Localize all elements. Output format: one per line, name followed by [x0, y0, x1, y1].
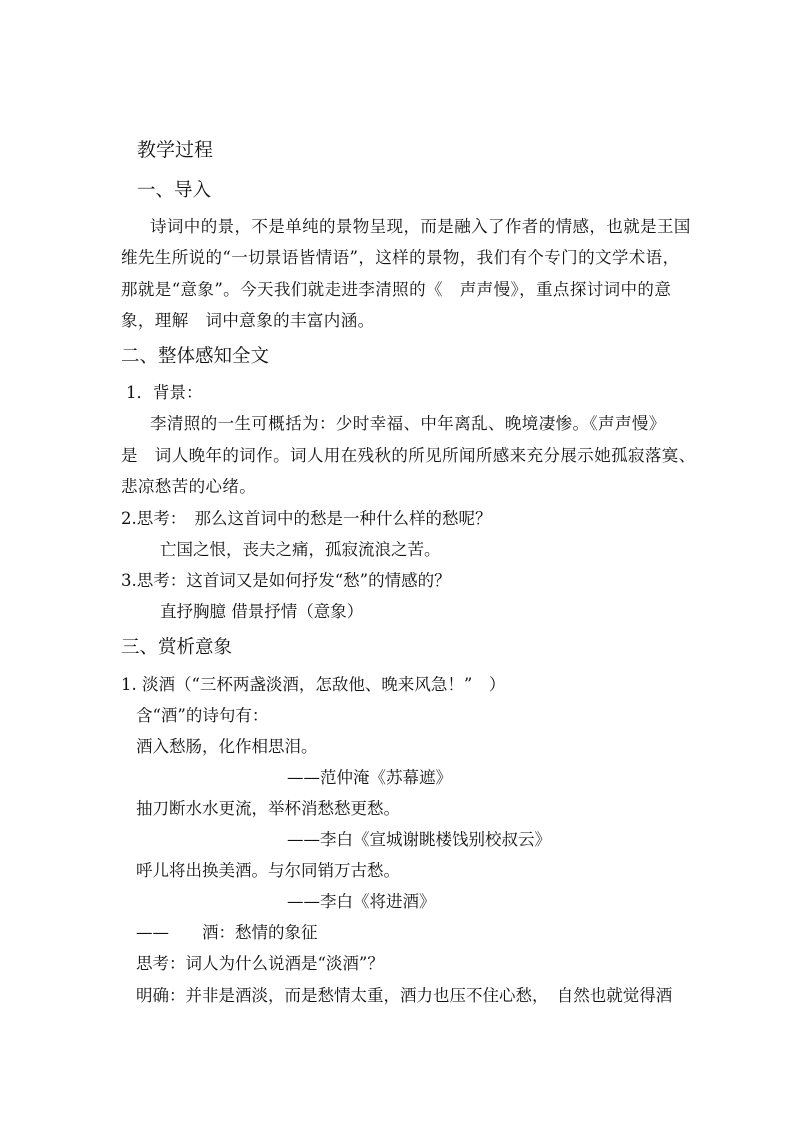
background-paragraph-line: 悲凉愁苦的心绪。 — [121, 477, 257, 496]
section-heading-overview: 二、整体感知全文 — [121, 346, 270, 367]
document-title: 教学过程 — [137, 139, 214, 161]
poem-source: ——范仲淹《苏幕遮》 — [287, 768, 452, 787]
background-paragraph-line: 是 词人晚年的词作。词人用在残秋的所见所闻所感来充分展示她孤寂落寞、 — [121, 446, 696, 465]
poem-line: 呼儿将出换美酒。与尔同销万古愁。 — [136, 861, 400, 880]
poem-line: 酒入愁肠，化作相思泪。 — [136, 737, 318, 756]
background-label: 1．背景： — [126, 383, 203, 402]
intro-paragraph-line: 维先生所说的“一切景语皆情语”，这样的景物，我们有个专门的文学术语， — [121, 248, 680, 267]
answer-2: 亡国之恨，丧夫之痛，孤寂流浪之苦。 — [160, 540, 441, 559]
poem-source: ——李白《将进酒》 — [287, 892, 436, 911]
think-question: 思考：词人为什么说酒是“淡酒”？ — [136, 954, 384, 973]
section-heading-imagery: 三、赏析意象 — [121, 637, 233, 658]
imagery-item-1: 1. 淡酒（“三杯两盏淡酒，怎敌他、晚来风急！” ） — [121, 675, 506, 694]
poem-source: ——李白《宣城谢眺楼饯别校叔云》 — [287, 830, 551, 849]
intro-paragraph-line: 那就是“意象”。今天我们就走进李清照的《 声声慢》，重点探讨词中的意 — [121, 280, 672, 299]
poem-line: 抽刀断水水更流，举杯消愁愁更愁。 — [136, 799, 400, 818]
background-paragraph-line: 李清照的一生可概括为：少时幸福、中年离乱、晚境凄惨。《声声慢》 — [150, 414, 666, 433]
intro-paragraph-line: 诗词中的景，不是单纯的景物呈现，而是融入了作者的情感，也就是王国 — [150, 217, 691, 236]
wine-poems-intro: 含“酒”的诗句有： — [136, 706, 269, 725]
section-heading-intro: 一、导入 — [137, 180, 212, 201]
question-3: 3.思考：这首词又是如何抒发“愁”的情感的？ — [121, 571, 451, 590]
answer-3: 直抒胸臆 借景抒情（意象） — [160, 602, 364, 621]
wine-symbol-note: —— 酒：愁情的象征 — [136, 923, 318, 942]
clarification-answer: 明确：并非是酒淡，而是愁情太重，酒力也压不住心愁， 自然也就觉得酒 — [136, 986, 673, 1005]
intro-paragraph-line: 象，理解 词中意象的丰富内涵。 — [121, 311, 375, 330]
question-2: 2.思考： 那么这首词中的愁是一种什么样的愁呢？ — [121, 509, 492, 528]
